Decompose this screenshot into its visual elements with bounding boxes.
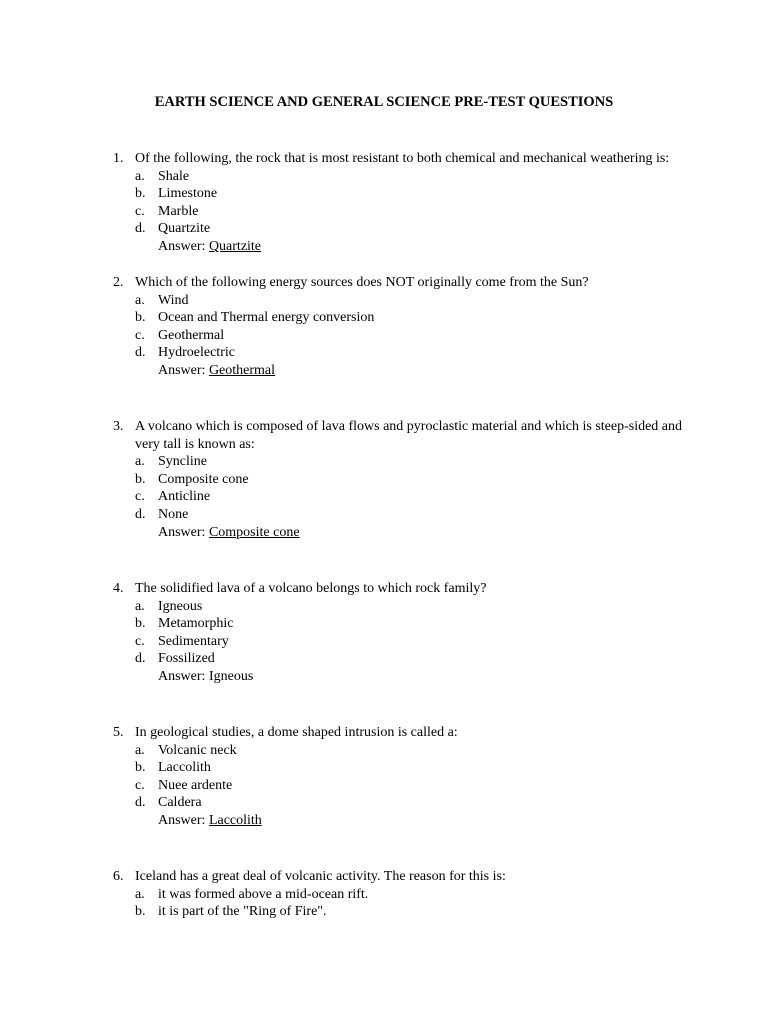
option-text: None	[158, 506, 189, 522]
answer-label: Answer:	[158, 668, 206, 684]
option-text: Hydroelectric	[158, 345, 235, 361]
option-text: Volcanic neck	[158, 742, 237, 758]
question-text: In geological studies, a dome shaped intrusion is called a:	[135, 725, 458, 740]
option-letter: b.	[135, 310, 146, 326]
option-text: Syncline	[158, 454, 207, 470]
option-letter: a.	[135, 292, 145, 308]
option-letter: a.	[135, 454, 145, 470]
option-letter: d.	[135, 795, 146, 811]
question-text: Iceland has a great deal of volcanic activity. The reason for this is:	[135, 869, 506, 884]
question-1	[113, 150, 693, 256]
option-letter: d.	[135, 345, 146, 361]
option-d	[135, 650, 693, 668]
option-letter: b.	[135, 760, 146, 776]
option-d	[135, 220, 693, 238]
answer-label: Answer:	[158, 812, 206, 828]
option-c	[135, 777, 693, 795]
option-text: Geothermal	[158, 327, 225, 343]
option-letter: a.	[135, 598, 145, 614]
answer-label: Answer:	[158, 362, 206, 378]
option-letter: d.	[135, 651, 146, 667]
answer-value: Quartzite	[208, 238, 262, 254]
option-text: Limestone	[158, 186, 218, 202]
option-text: Composite cone	[158, 471, 249, 487]
answer-label: Answer:	[158, 524, 206, 540]
answer-line	[158, 362, 693, 380]
option-letter: c.	[135, 203, 145, 219]
option-a	[135, 168, 693, 186]
question-2	[113, 274, 693, 380]
option-a	[135, 598, 693, 616]
option-letter: a.	[135, 168, 145, 184]
option-letter: d.	[135, 506, 146, 522]
question-number: 2.	[113, 275, 124, 290]
option-letter: b.	[135, 471, 146, 487]
question-number: 5.	[113, 725, 124, 740]
answer-line	[158, 812, 693, 830]
question-text: The solidified lava of a volcano belongs to which rock family?	[135, 581, 487, 596]
option-c	[135, 488, 693, 506]
option-c	[135, 203, 693, 221]
option-letter: c.	[135, 327, 145, 343]
option-text: it was formed above a mid-ocean rift.	[158, 886, 369, 902]
option-d	[135, 344, 693, 362]
answer-line	[158, 524, 693, 542]
page-title: EARTH SCIENCE AND GENERAL SCIENCE PRE-TEST QUESTIONS	[154, 94, 614, 110]
question-3	[113, 418, 693, 541]
question-line	[113, 580, 693, 598]
option-c	[135, 327, 693, 345]
question-5	[113, 724, 693, 830]
question-text: A volcano which is composed of lava flows and pyroclastic material and which is steep-sided and very tall is known as:	[135, 419, 683, 452]
option-letter: a.	[135, 886, 145, 902]
answer-label: Answer:	[158, 238, 206, 254]
option-b	[135, 759, 693, 777]
question-4	[113, 580, 693, 686]
option-text: Caldera	[158, 795, 202, 811]
question-line	[113, 724, 693, 742]
question-line	[113, 868, 693, 886]
option-letter: a.	[135, 742, 145, 758]
option-a	[135, 292, 693, 310]
question-number: 1.	[113, 151, 124, 166]
answer-value: Laccolith	[208, 812, 262, 828]
option-text: Wind	[158, 292, 189, 308]
option-text: Anticline	[158, 489, 211, 505]
option-text: Ocean and Thermal energy conversion	[158, 310, 375, 326]
option-text: Nuee ardente	[158, 777, 233, 793]
question-line	[113, 274, 693, 292]
option-a	[135, 742, 693, 760]
option-text: Sedimentary	[158, 633, 229, 649]
option-text: it is part of the "Ring of Fire".	[158, 904, 327, 920]
option-text: Igneous	[158, 598, 203, 614]
option-b	[135, 903, 693, 921]
option-text: Metamorphic	[158, 616, 234, 632]
option-letter: b.	[135, 186, 146, 202]
option-text: Fossilized	[158, 651, 215, 667]
option-text: Laccolith	[158, 760, 211, 776]
option-d	[135, 794, 693, 812]
question-number: 3.	[113, 419, 124, 434]
option-letter: c.	[135, 489, 145, 505]
question-6	[113, 868, 693, 921]
option-text: Quartzite	[158, 221, 211, 237]
question-number: 6.	[113, 869, 124, 884]
question-number: 4.	[113, 581, 124, 596]
option-letter: c.	[135, 633, 145, 649]
question-text: Which of the following energy sources does NOT originally come from the Sun?	[135, 275, 589, 290]
option-a	[135, 886, 693, 904]
option-letter: b.	[135, 904, 146, 920]
option-text: Marble	[158, 203, 199, 219]
option-b	[135, 309, 693, 327]
option-letter: b.	[135, 616, 146, 632]
answer-value: Composite cone	[208, 524, 300, 540]
option-d	[135, 506, 693, 524]
option-b	[135, 185, 693, 203]
answer-line	[158, 668, 693, 686]
option-a	[135, 453, 693, 471]
option-text: Shale	[158, 168, 190, 184]
question-text: Of the following, the rock that is most resistant to both chemical and mechanical weathering is:	[135, 151, 670, 166]
option-letter: c.	[135, 777, 145, 793]
question-line	[113, 418, 693, 453]
answer-value: Geothermal	[208, 362, 276, 378]
question-line	[113, 150, 693, 168]
option-c	[135, 633, 693, 651]
answer-line	[158, 238, 693, 256]
option-letter: d.	[135, 221, 146, 237]
option-b	[135, 471, 693, 489]
answer-value: Igneous	[208, 668, 254, 684]
option-b	[135, 615, 693, 633]
